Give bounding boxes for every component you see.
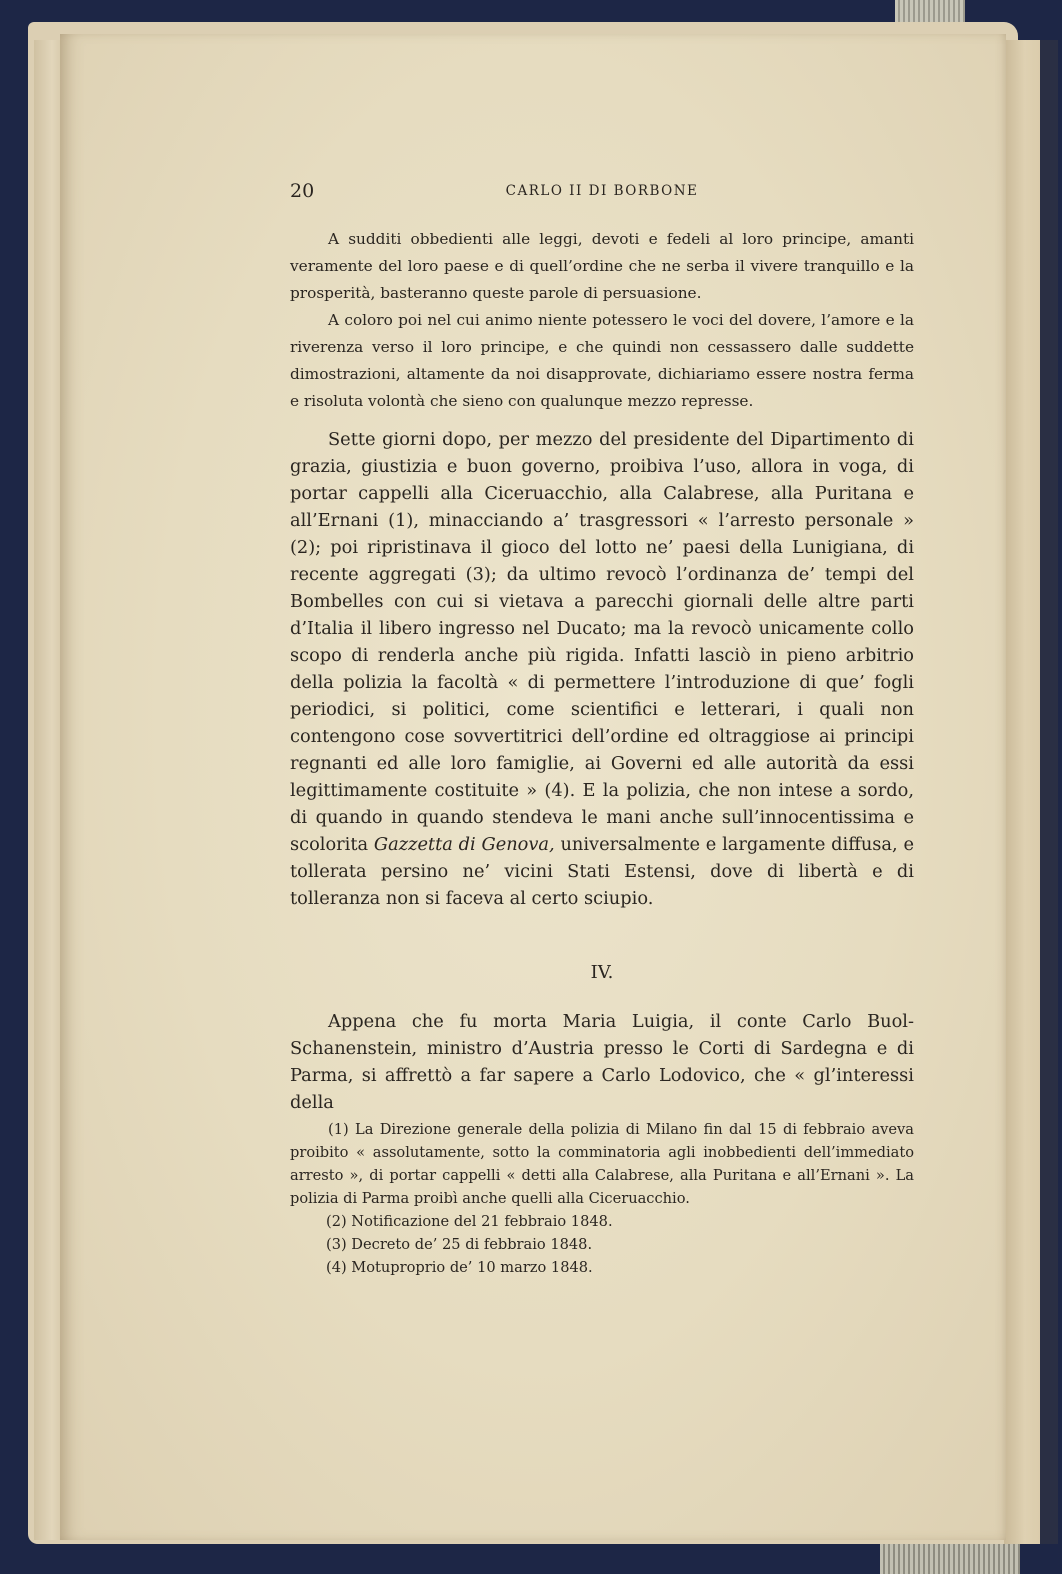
footnote-2: (2) Notificazione del 21 febbraio 1848. (326, 1213, 613, 1230)
footnote-4: (4) Motuproprio de’ 10 marzo 1848. (326, 1259, 593, 1276)
quoted-proclamation (290, 226, 914, 415)
page-number: 20 (290, 180, 315, 202)
main-paragraph-text (290, 426, 914, 912)
quote-paragraph: A sudditi obbedienti alle leggi, devoti e fedeli al loro principe, amanti veramente del loro paese e di quell’ordine che ne serba il vivere tranquillo e la prosperità, basteranno queste parole di persuasione. (290, 230, 914, 302)
main-text-part2: universalmente e largamente diffusa, e tollerata persino ne’ vicini Stati Estensi, dove di libertà e di tolleranza non si faceva al certo sciupio. (290, 834, 914, 909)
running-title: CARLO II DI BORBONE (505, 183, 699, 199)
continued-paragraph (290, 1008, 914, 1116)
main-text-part1: Sette giorni dopo, per mezzo del presidente del Dipartimento di grazia, giustizia e buon governo, proibiva l’uso, allora in voga, di portar cappelli alla Ciceruacchio, alla Calabrese, alla Puritana e all’Ernani (1), minacciando a’ trasgressori « l’arresto personale » (2); poi ripristinava il gioco del lotto ne’ paesi della Lunigiana, di recente aggregati (3); da ultimo revocò l’ordinanza de’ tempi del Bombelles con cui si vietava a parecchi giornali delle altre parti d’Italia il libero ingresso nel Ducato; ma la revocò unicamente collo scopo di renderla anche più rigida. Infatti lasciò in pieno arbitrio della polizia la facoltà « di permettere l’introduzione di que’ fogli periodici, si politici, come scientifici e letterari, i quali non contengono cose sovvertitrici dell’ordine ed oltraggiose ai principi regnanti ed alle loro famiglie, ai Governi ed alle autorità da essi legittimamente costituite » (4). E la polizia, che non intese a sordo, di quando in quando stendeva le mani anche sull’innocentissima e scolorita (290, 429, 914, 855)
page-header (290, 180, 914, 202)
continued-paragraph-text: Appena che fu morta Maria Luigia, il conte Carlo Buol-Schanenstein, ministro d’Austria presso le Corti di Sardegna e di Parma, si affrettò a far sapere a Carlo Lodovico, che « gl’interessi della (290, 1011, 914, 1113)
footnote-1: (1) La Direzione generale della polizia di Milano fin dal 15 di febbraio aveva proibito « assolutamente, sotto la comminatoria agli inobbedienti dell’immediato arresto », di portar cappelli « detti alla Calabrese, alla Puritana e all’Ernani ». La polizia di Parma proibì anche quelli alla Ciceruacchio. (290, 1121, 914, 1207)
newspaper-title: Gazzetta di Genova, (373, 834, 555, 855)
quote-paragraph: A coloro poi nel cui animo niente potessero le voci del dovere, l’amore e la riverenza verso il loro principe, e che quindi non cessassero dalle suddette dimostrazioni, altamente da noi disapprovate, dichiariamo essere nostra ferma e risoluta volontà che sieno con qualunque mezzo represse. (290, 311, 914, 410)
footnotes (290, 1118, 914, 1279)
section-heading: IV. (590, 962, 614, 983)
book-cover-edge (1040, 40, 1058, 1544)
main-paragraph (290, 426, 914, 912)
footnote-3: (3) Decreto de’ 25 di febbraio 1848. (326, 1236, 593, 1253)
binding-cloth-bottom (880, 1544, 1020, 1574)
